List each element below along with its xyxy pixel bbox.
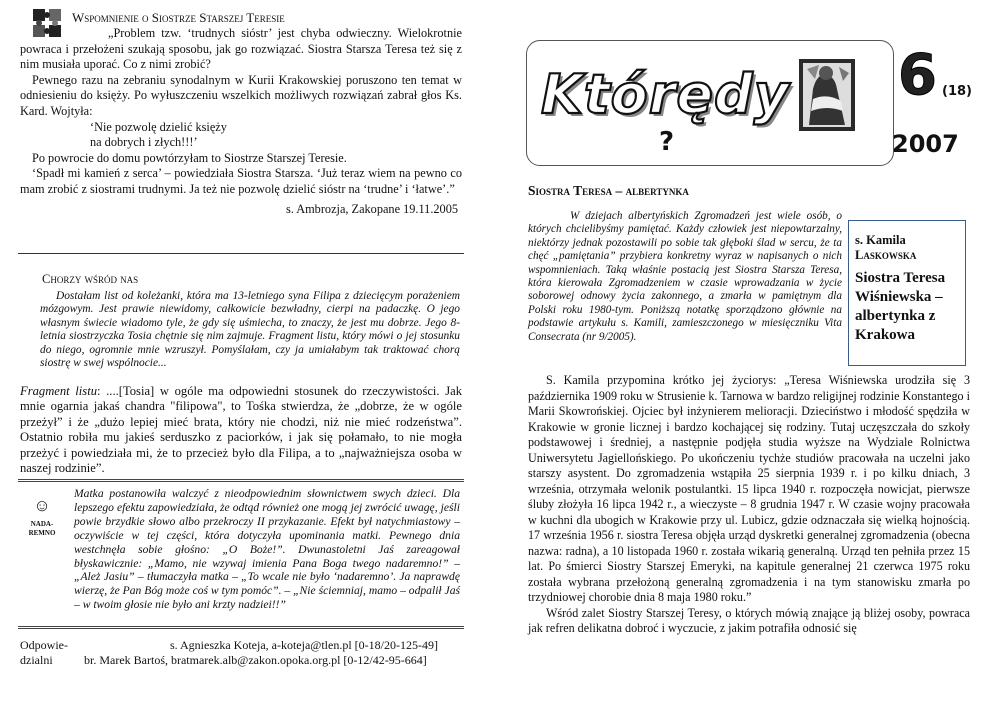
fragment-label: Fragment listu	[20, 384, 98, 398]
footer-contact-1: s. Agnieszka Koteja, a-koteja@tlen.pl [0-18/20-125-49]	[170, 638, 438, 652]
sidebox-author-surname: Laskowska	[855, 248, 917, 262]
smiley-icon: ☺	[33, 496, 51, 515]
article-heading: Siostra Teresa – albertynka	[528, 183, 689, 198]
sidebox-author: s. Kamila	[855, 233, 906, 247]
article-intro: W dziejach albertyńskich Zgromadzeń jest wiele osób, o których chcielibyśmy pamiętać. Każdy człowiek jest niepowtarzalny, niektórzy jednak pozostawili po sobie tak głęboki ślad w sercu, że ta chęć „pamiętania” przybiera konkretny wyraz w napisanych o nich wspomnieniach. Taką właśnie postacią jest Siostra Starsza Teresa, która kierowała Zgromadzeniem w czasie wprowadzania w życie soborowej odnowy życia zakonnego, a zmarła w pamiętnym dla Polski roku 1980-tym. Poniższą notatkę sporządzono głównie na podstawie artykułu s. Kamili, zamieszczonego w miesięczniku Vita Consecrata (nr 9/2005).	[528, 210, 842, 343]
article-sidebox	[848, 220, 966, 366]
masthead-title: Którędy	[541, 63, 790, 126]
sidebox-title: Siostra Teresa Wiśniewska – albertynka z Krakowa	[855, 270, 946, 343]
issue-number: 6	[898, 43, 937, 108]
memory-quote-line-1: ‘Nie pozwolę dzielić księży	[90, 119, 227, 134]
fragment-text: : ....[Tosia] w ogóle ma odpowiedni stosunek do rzeczywistości. Jak mnie ogarnia jakaś chandra "filipowa", to Tośka stwierdza, że „dobrze, że w ogóle przeżył” i że „dużo lepiej mieć brata, który nie chodzi, niż nie mieć rodzeństwa”. Ostatnio robiła mu jakieś serduszko z paciorków, i jak się połamało, to nie mogła przeżyć i powiedziała mi, że to przecież było dla Filipa, a to „najważniejsza osoba w naszej rodzinie”.	[20, 384, 463, 476]
joke-badge	[24, 497, 60, 538]
issue-total: (18)	[942, 84, 972, 99]
article-body	[528, 373, 970, 637]
footer-label-1: Odpowie-	[20, 638, 68, 652]
joke-label-1: NADA-	[30, 520, 54, 528]
footer-label-2: dzialni	[20, 653, 53, 667]
memory-signature: s. Ambrozja, Zakopane 19.11.2005	[285, 201, 458, 216]
memory-quote-line-2: na dobrych i złych!!!’	[90, 135, 198, 150]
footer-contact-2: br. Marek Bartoś, bratmarek.alb@zakon.opoka.org.pl [0-12/42-95-664]	[84, 653, 427, 667]
section-divider	[18, 253, 464, 254]
woodcut-illustration	[799, 59, 855, 131]
sick-heading: Chorzy wśród nas	[42, 272, 139, 286]
memory-paragraph-2: Pewnego razu na zebraniu synodalnym w Kurii Krakowskiej poruszono ten temat w odniesieniu do księży. Po wyłuszczeniu wszelkich możliwych rozwiązań zabrał głos Ks. Kard. Wojtyła:	[20, 72, 462, 118]
memory-heading: Wspomnienie o Siostrze Starszej Teresie	[72, 10, 285, 25]
memory-body	[20, 26, 462, 217]
left-page	[12, 0, 464, 701]
masthead-box	[526, 40, 894, 166]
memory-paragraph-4: ‘Spadł mi kamień z serca’ – powiedziała Siostra Starsza. ‘Już teraz wiem na pewno co mam zrobić z siostrami trudnymi. Ja też nie pozwolę dzielić sióstr na ‘trudne’ i ‘łatwe’.”	[20, 166, 462, 196]
joke-divider-bottom	[18, 626, 464, 629]
issue-year: 2007	[892, 130, 959, 158]
joke-label-2: REMNO	[28, 529, 56, 537]
masthead-question-mark: ?	[659, 127, 675, 157]
joke-divider-top	[18, 479, 464, 482]
sick-fragment	[20, 384, 462, 476]
right-page	[520, 0, 972, 701]
sick-intro: Dostałam list od koleżanki, która ma 13-letniego syna Filipa z dziecięcym porażeniem mózgowym. Jest prawie niewidomy, całkowicie bezwładny, cierpi na padaczkę. O jego własnym świecie wiadomo tyle, że gdy się uśmiecha, to znaczy, że jest mu dobrze. Jego 8-letnia siostrzyczka Tosia chętnie się nim zajmuje. Fragment listu, który mówi o jej stosunku do niego, ogromnie mnie wzruszył. Pomyślałam, czy ja umiałabym tak traktować chorą siostrę w swej wspólnocie...	[40, 290, 460, 370]
article-body-paragraph-1: S. Kamila przypomina krótko jej życiorys: „Teresa Wiśniewska urodziła się 3 października 1909 roku w Strusienie k. Tarnowa w bardzo religijnej rodzinie Konstantego i Marii Skowrońskiej. Ojciec był inżynierem melioracji. Dzieciństwo i młodość spędziła w Krakowie w gronie licznej i bardzo kochającej się rodziny. Tutaj uczęszczała do szkoły podstawowej i średniej, a następnie podjęła studia wyższe na Wydziale Rolnictwa Uniwersytetu Jagiellońskiego. Po ukończeniu tychże studiów pracowała na uczelni jako starszy asystent. Do zgromadzenia wstąpiła 25 sierpnia 1939 r. i po kilku dniach, 3 września, otrzymała welonik postulantki. 15 lipca 1940 r. rozpoczęła nowicjat, pierwsze śluby złożyła 16 lipca 1942 r., a wieczyste – 8 grudnia 1947 r. W czasie wojny pracowała w kuchni dla ubogich w Krakowie przy ul. Lubicz, gdzie odznaczała się wielką hojnością. 17 września 1956 r. siostra Teresa objęła urząd dyskretki generalnej zgromadzenia (obecna nazwa: radna), a 10 listopada 1960 r. została wikarią generalną. Urząd ten pełniła przez 15 lat. Po śmierci Siostry Starszej Emeryki, na kapitule generalnej 21 czerwca 1975 roku została wybrana przełożoną generalną zgromadzenia i na tym stanowisku zmarła po trzydniowej chorobie dnia 8 maja 1980 roku.”	[528, 373, 970, 604]
article-body-paragraph-2: Wśród zalet Siostry Starszej Teresy, o których mówią znające ją bliżej osoby, powraca jak refren delikatna dobroć i wyczucie, z jakim potrafiła odnosić się	[528, 605, 970, 635]
memory-paragraph-3: Po powrocie do domu powtórzyłam to Siostrze Starszej Teresie.	[32, 150, 347, 165]
joke-text: Matka postanowiła walczyć z nieodpowiednim słownictwem swych dzieci. Dla lepszego efektu zapowiedziała, że odtąd również one mogą jej zwrócić uwagę, jeśli powie brzydkie słowo albo przekroczy II przykazanie. Efekt był natychmiastowy – oczywiście w tej części, która dotyczyła upominania matki. Pewnego dnia westchnęła sobie głośno: „O Boże!”. Dwunastoletni Jaś zareagował błyskawicznie: „Mamo, nie wzywaj imienia Pana Boga twego nadaremno!” – „Ależ Jasiu” – tłumaczyła matka – „To wcale nie było ‘nadaremno’. Ja naprawdę wierzę, że Pan Bóg może coś w tym pomóc”. – „Nie ściemniaj, mamo – odpalił Jaś – w twoim głosie nie było ani krzty nadziei!!”	[74, 487, 460, 612]
memory-paragraph-1: „Problem tzw. ‘trudnych sióstr’ jest chyba odwieczny. Wielokrotnie powraca i przełożeni szukają sposobu, jak go rozwiązać. Siostra Starsza Teresa też się z nim musiała uporać. Co z nimi zrobić?	[20, 26, 462, 72]
